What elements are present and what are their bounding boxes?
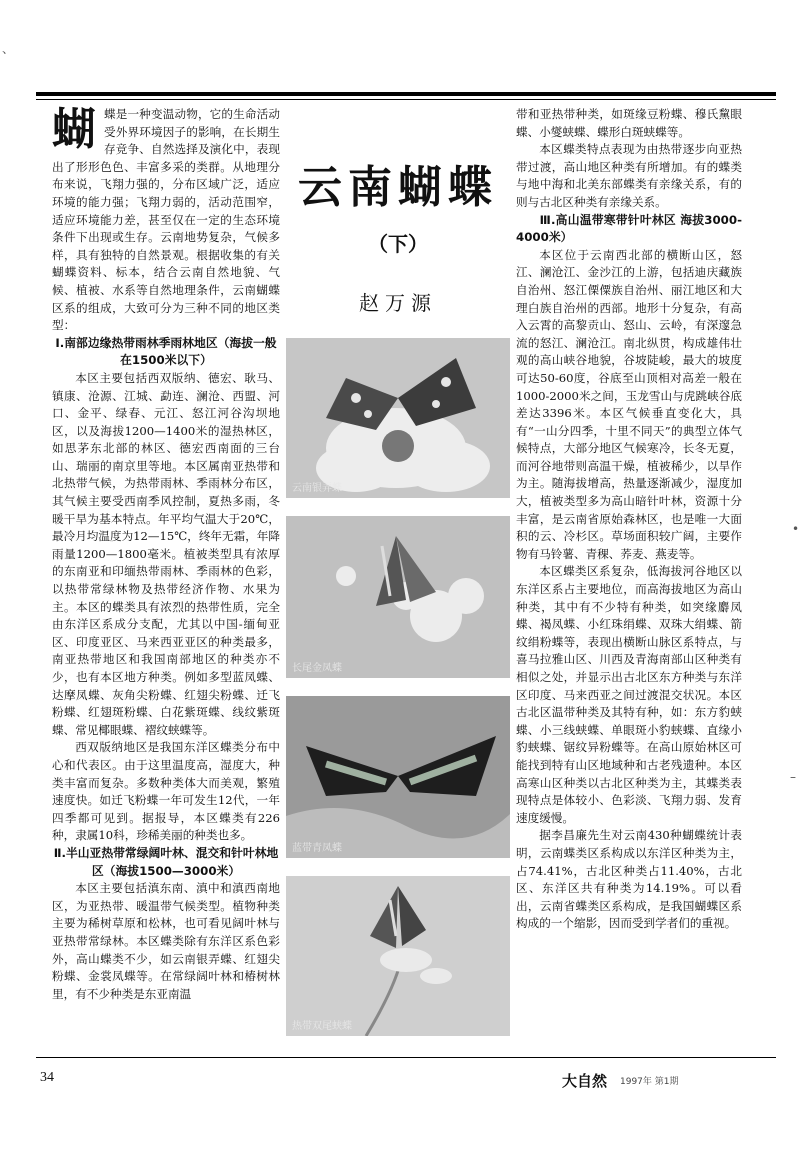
bottom-rule bbox=[36, 1057, 776, 1058]
section3-paragraph-2: 本区蝶类区系复杂，低海拔河谷地区以东洋区系占主要地位，而高海拔地区为高山种类，其中有不少特有种类，如突缘麝凤蝶、褐凤蝶、小红珠绢蝶、双珠大绢蝶、箭纹绢粉蝶等，表现出横断山脉区系特点，与喜马拉雅山区、川西及青海南部山区种类有相似之处，并显示出古北区东方种类与东洋区印度、马来西亚之间过渡混交状况。本区古北区温带种类及其特有种，如：东方豹蛱蝶、小三线蛱蝶、单眼斑小豹蛱蝶、直缘小豹蛱蝶、锯纹异粉蝶等。在高山原始林区可能找到特有山区地域种和古老残遗种。本区高寒山区种类以古北区种类为主，其蝶类表现特点是体较小、色彩淡、飞翔力弱、发育速度缓慢。 bbox=[516, 564, 742, 825]
section3-paragraph-3: 据李昌廉先生对云南430种蝴蝶统计表明，云南蝶类区系构成以东洋区种类为主，占74.41%，古北区种类占11.40%，古北区、东洋区共有种类为14.19%。可以看出，云南省蝶类区系构成，是我国蝴蝶区系构成的一个缩影，因而受到学者们的重视。 bbox=[516, 828, 742, 931]
article-author: 赵万源 bbox=[359, 291, 437, 315]
section1-paragraph-1: 本区主要包括西双版纳、德宏、耿马、镇康、沧源、江城、勐连、澜沧、西盟、河口、金平、绿春、元江、怒江河谷沟坝地区，以及海拔1200—1400米的湿热林区，如思茅东北部的林区、德宏西南面的三台山、瑞丽的南京里等地。本区属南亚热带和北热带气候，为热带雨林、季雨林分布区，其气候主要受西南季风控制，夏热多雨，冬暖干旱为基本特点。年平均气温大于20℃，最冷月均温度为12—15℃，终年无霜，年降雨量1200—1800毫米。植被类型具有浓厚的东南亚和印缅热带雨林、季雨林的色彩，以热带常绿林物及热带经济作物、水果为主。本区的蝶类具有浓烈的热带性质，完全由东洋区系成分支配，尤其以中国-缅甸亚区、印度亚区、马来西亚亚区的种类最多，南亚热带地区和我国南部地区的种类亦不少，也有本区地方种类。例如多型蓝凤蝶、达摩凤蝶、灰角尖粉蝶、红翅尖粉蝶、迁飞粉蝶、红翅斑粉蝶、白花紫斑蝶、线纹紫斑蝶、常见椰眼蝶、褶纹蛱蝶等。 bbox=[52, 370, 280, 737]
butterfly-on-flower-icon bbox=[286, 876, 510, 1036]
section2-paragraph-2: 本区蝶类特点表现为由热带逐步向亚热带过渡，高山地区种类有所增加。有的蝶类与地中海和北美东部蝶类有亲缘关系，有的则与古北区种类有亲缘关系。 bbox=[516, 142, 742, 209]
dropcap: 蝴 bbox=[52, 104, 96, 155]
intro-paragraph bbox=[52, 106, 280, 335]
article-subtitle: （下） bbox=[368, 232, 428, 256]
page-number: 34 bbox=[40, 1070, 54, 1085]
margin-mark: • bbox=[792, 522, 800, 536]
article-title: 云南蝴蝶 bbox=[298, 162, 498, 213]
photo-3 bbox=[286, 696, 510, 858]
section3-heading: Ⅲ.高山温带寒带针叶林区 海拔3000-4000米） bbox=[516, 212, 742, 245]
butterfly-spread-icon bbox=[286, 696, 510, 858]
photo-4-caption: 热带双尾蛱蝶 bbox=[292, 1021, 352, 1032]
photo-2 bbox=[286, 516, 510, 678]
top-rule bbox=[36, 92, 776, 96]
continued-paragraph: 带和亚热带种类，如斑缘豆粉蝶、穆氏黧眼蝶、小燮蛱蝶、蝶形白斑蛱蝶等。 bbox=[516, 107, 742, 139]
issue-label: 1997年 第1期 bbox=[620, 1077, 679, 1087]
right-column bbox=[516, 106, 742, 933]
section2-heading: Ⅱ.半山亚热带常绿阔叶林、混交和针叶林地区（海拔1500—3000米） bbox=[53, 845, 279, 878]
section1-paragraph-2: 西双版纳地区是我国东洋区蝶类分布中心和代表区。由于这里温度高，湿度大，种类丰富而复杂。多数种类体大而美观，繁殖速度快。如迁飞粉蝶一年可发生12代，一年四季都可见到。据报导，本区蝶类有226种，隶属10科，珍稀美丽的种类也多。 bbox=[52, 740, 280, 843]
photo-2-caption: 长尾金凤蝶 bbox=[292, 663, 342, 674]
photo-1-caption: 云南银弄蝶 bbox=[292, 483, 342, 494]
section1-heading: Ⅰ.南部边缘热带雨林季雨林地区（海拔一般在1500米以下） bbox=[55, 335, 277, 368]
section2-paragraph-1: 本区主要包括滇东南、滇中和滇西南地区，为亚热带、暖温带气候类型。植物种类主要为稀树草原和松林，也可看见阔叶林与亚热带常绿林。本区蝶类除有东洋区系色彩外，高山蝶类不少，如云南银弄蝶、红翅尖粉蝶、金裳凤蝶等。在常绿阔叶林和椿树林里，有不少种类是东亚南温 bbox=[52, 881, 280, 1001]
top-rule-thin bbox=[36, 99, 776, 100]
photo-4 bbox=[286, 876, 510, 1036]
intro-text: 蝶是一种变温动物，它的生命活动受外界环境因子的影响，在长期生存竞争、自然选择及演化中，表现出了形形色色、丰富多采的类群。从地理分布来说，飞翔力强的，分布区域广泛，适应环境的能力强；飞翔力弱的，活动范围窄，适应环境能力差，甚至仅在一定的生态环境条件下出现或生存。云南地势复杂，气候多样，具有独特的自然景观。根据收集的有关蝴蝶资料、标本，结合云南自然地貌、气候、植被、水系等自然地理条件，云南蝴蝶区系的组成，大致可分为三种不同的地区类型： bbox=[52, 107, 280, 333]
margin-mark: 、 bbox=[2, 42, 15, 56]
margin-mark: – bbox=[790, 770, 796, 784]
butterfly-on-flower-icon bbox=[286, 516, 510, 678]
left-column bbox=[52, 106, 280, 1003]
photo-3-caption: 蓝带青凤蝶 bbox=[292, 843, 342, 854]
magazine-name: 大自然 bbox=[562, 1072, 608, 1090]
photo-1 bbox=[286, 338, 510, 498]
section3-paragraph-1: 本区位于云南西北部的横断山区，怒江、澜沧江、金沙江的上游，包括迪庆藏族自治州、怒江傈僳族自治州、丽江地区和大理白族自治州的西部。地形十分复杂，有高入云霄的高黎贡山、怒山、云岭，有深邃急流的怒江、澜沧江。南北纵贯，构成雄伟壮观的高山峡谷地貌，谷坡陡峻，最大的坡度可达50-60度，谷底至山顶相对高差一般在1000-2000米之间，玉龙雪山与虎跳峡谷底差达3396米。本区气候垂直变化大，具有“一山分四季，十里不同天”的典型立体气候特点，大部分地区气候寒冷，长冬无夏，而河谷地带则高温干燥，植被稀少，以旱作为主。随海拔增高，热量逐渐减少，湿度加大，植被类型多为高山暗针叶林，资源十分丰富，是云南省原始森林区，也是唯一大面积的云、冷杉区。草场面积较广阔，主要作物有马铃薯、青稞、荞麦、燕麦等。 bbox=[516, 247, 742, 561]
title-block bbox=[286, 160, 510, 316]
butterfly-on-flower-icon bbox=[286, 338, 510, 498]
